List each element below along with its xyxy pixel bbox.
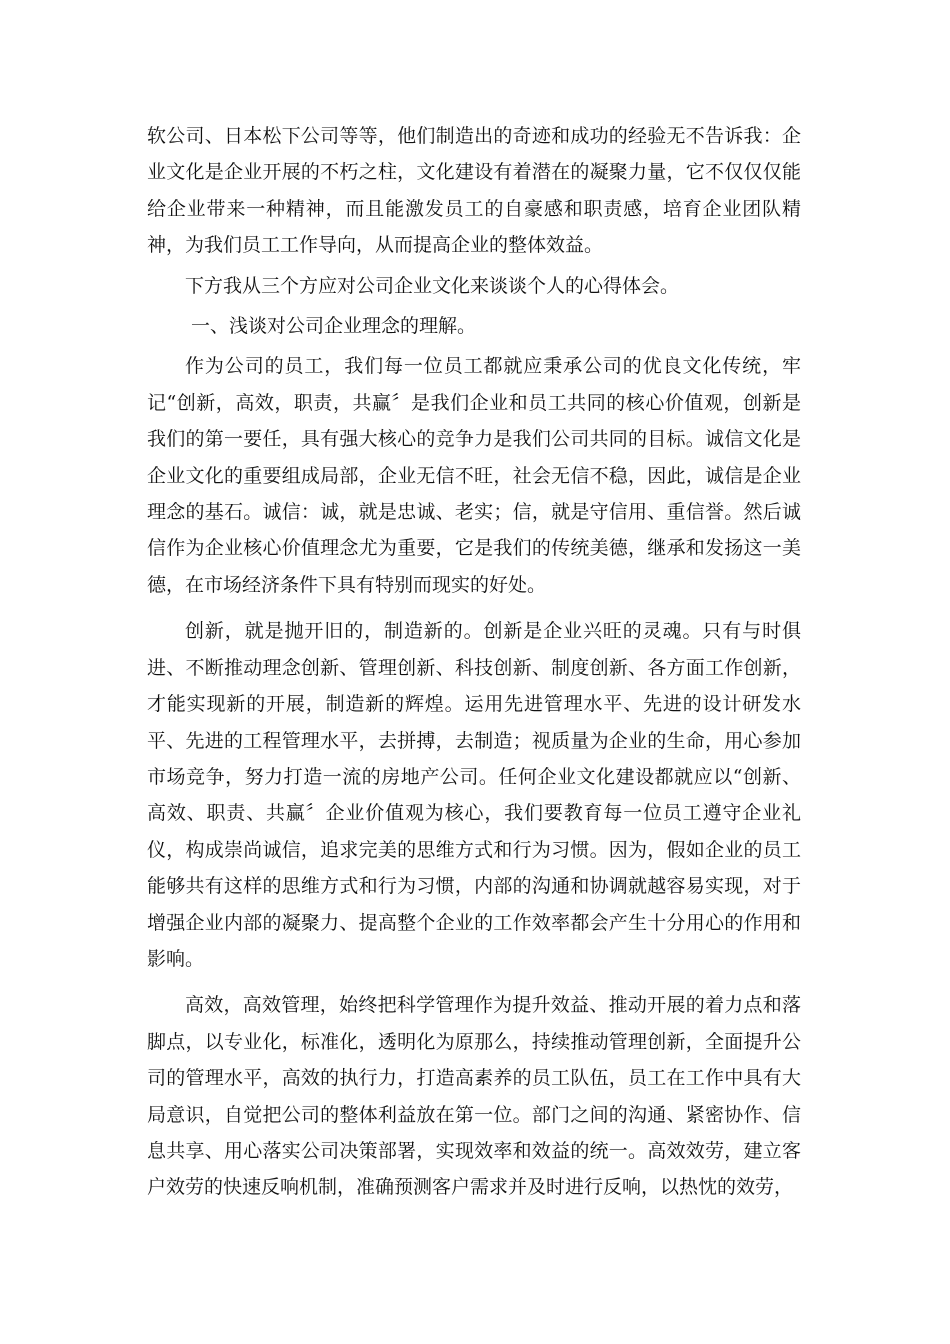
paragraph-efficiency: 高效，高效管理，始终把科学管理作为提升效益、推动开展的着力点和落脚点，以专业化，标准化，透明化为原那么，持续推动管理创新，全面提升公司的管理水平，高效的执行力，打造高素养的员工队伍，员工在工作中具有大局意识，自觉把公司的整体利益放在第一位。部门之间的沟通、紧密协作、信息共享、用心落实公司决策部署，实现效率和效益的统一。高效效劳，建立客户效劳的快速反响机制，准确预测客户需求并及时进行反响，以热忱的效劳， bbox=[147, 994, 801, 1199]
paragraph-overview: 下方我从三个方应对公司企业文化来谈谈个人的心得体会。 bbox=[185, 274, 680, 297]
paragraph-integrity: 作为公司的员工，我们每一位员工都就应秉承公司的优良文化传统，牢记“创新，高效，职责，共赢〞是我们企业和员工共同的核心价值观，创新是我们的第一要任，具有强大核心的竞争力是我们公司共同的目标。诚信文化是企业文化的重要组成局部，企业无信不旺，社会无信不稳，因此，诚信是企业理念的基石。诚信：诚，就是忠诚、老实；信，就是守信用、重信誉。然后诚信作为企业核心价值理念尤为重要，它是我们的传统美德，继承和发扬这一美德，在市场经济条件下具有特别而现实的好处。 bbox=[147, 355, 801, 596]
section-heading-1: 一、浅谈对公司企业理念的理解。 bbox=[191, 315, 477, 338]
paragraph-intro-continuation: 软公司、日本松下公司等等，他们制造出的奇迹和成功的经验无不告诉我：企业文化是企业开展的不朽之柱，文化建设有着潜在的凝聚力量，它不仅仅仅能给企业带来一种精神，而且能激发员工的自豪感和职责感，培育企业团队精神，为我们员工工作导向，从而提高企业的整体效益。 bbox=[147, 125, 801, 257]
paragraph-innovation: 创新，就是抛开旧的，制造新的。创新是企业兴旺的灵魂。只有与时俱进、不断推动理念创新、管理创新、科技创新、制度创新、各方面工作创新，才能实现新的开展，制造新的辉煌。运用先进管理水平、先进的设计研发水平、先进的工程管理水平，去拼搏，去制造；视质量为企业的生命，用心参加市场竞争，努力打造一流的房地产公司。任何企业文化建设都就应以“创新、高效、职责、共赢〞企业价值观为核心，我们要教育每一位员工遵守企业礼仪，构成崇尚诚信，追求完美的思维方式和行为习惯。因为，假如企业的员工能够共有这样的思维方式和行为习惯，内部的沟通和协调就越容易实现，对于增强企业内部的凝聚力、提高整个企业的工作效率都会产生十分用心的作用和影响。 bbox=[147, 620, 801, 970]
document-body bbox=[147, 118, 801, 1206]
